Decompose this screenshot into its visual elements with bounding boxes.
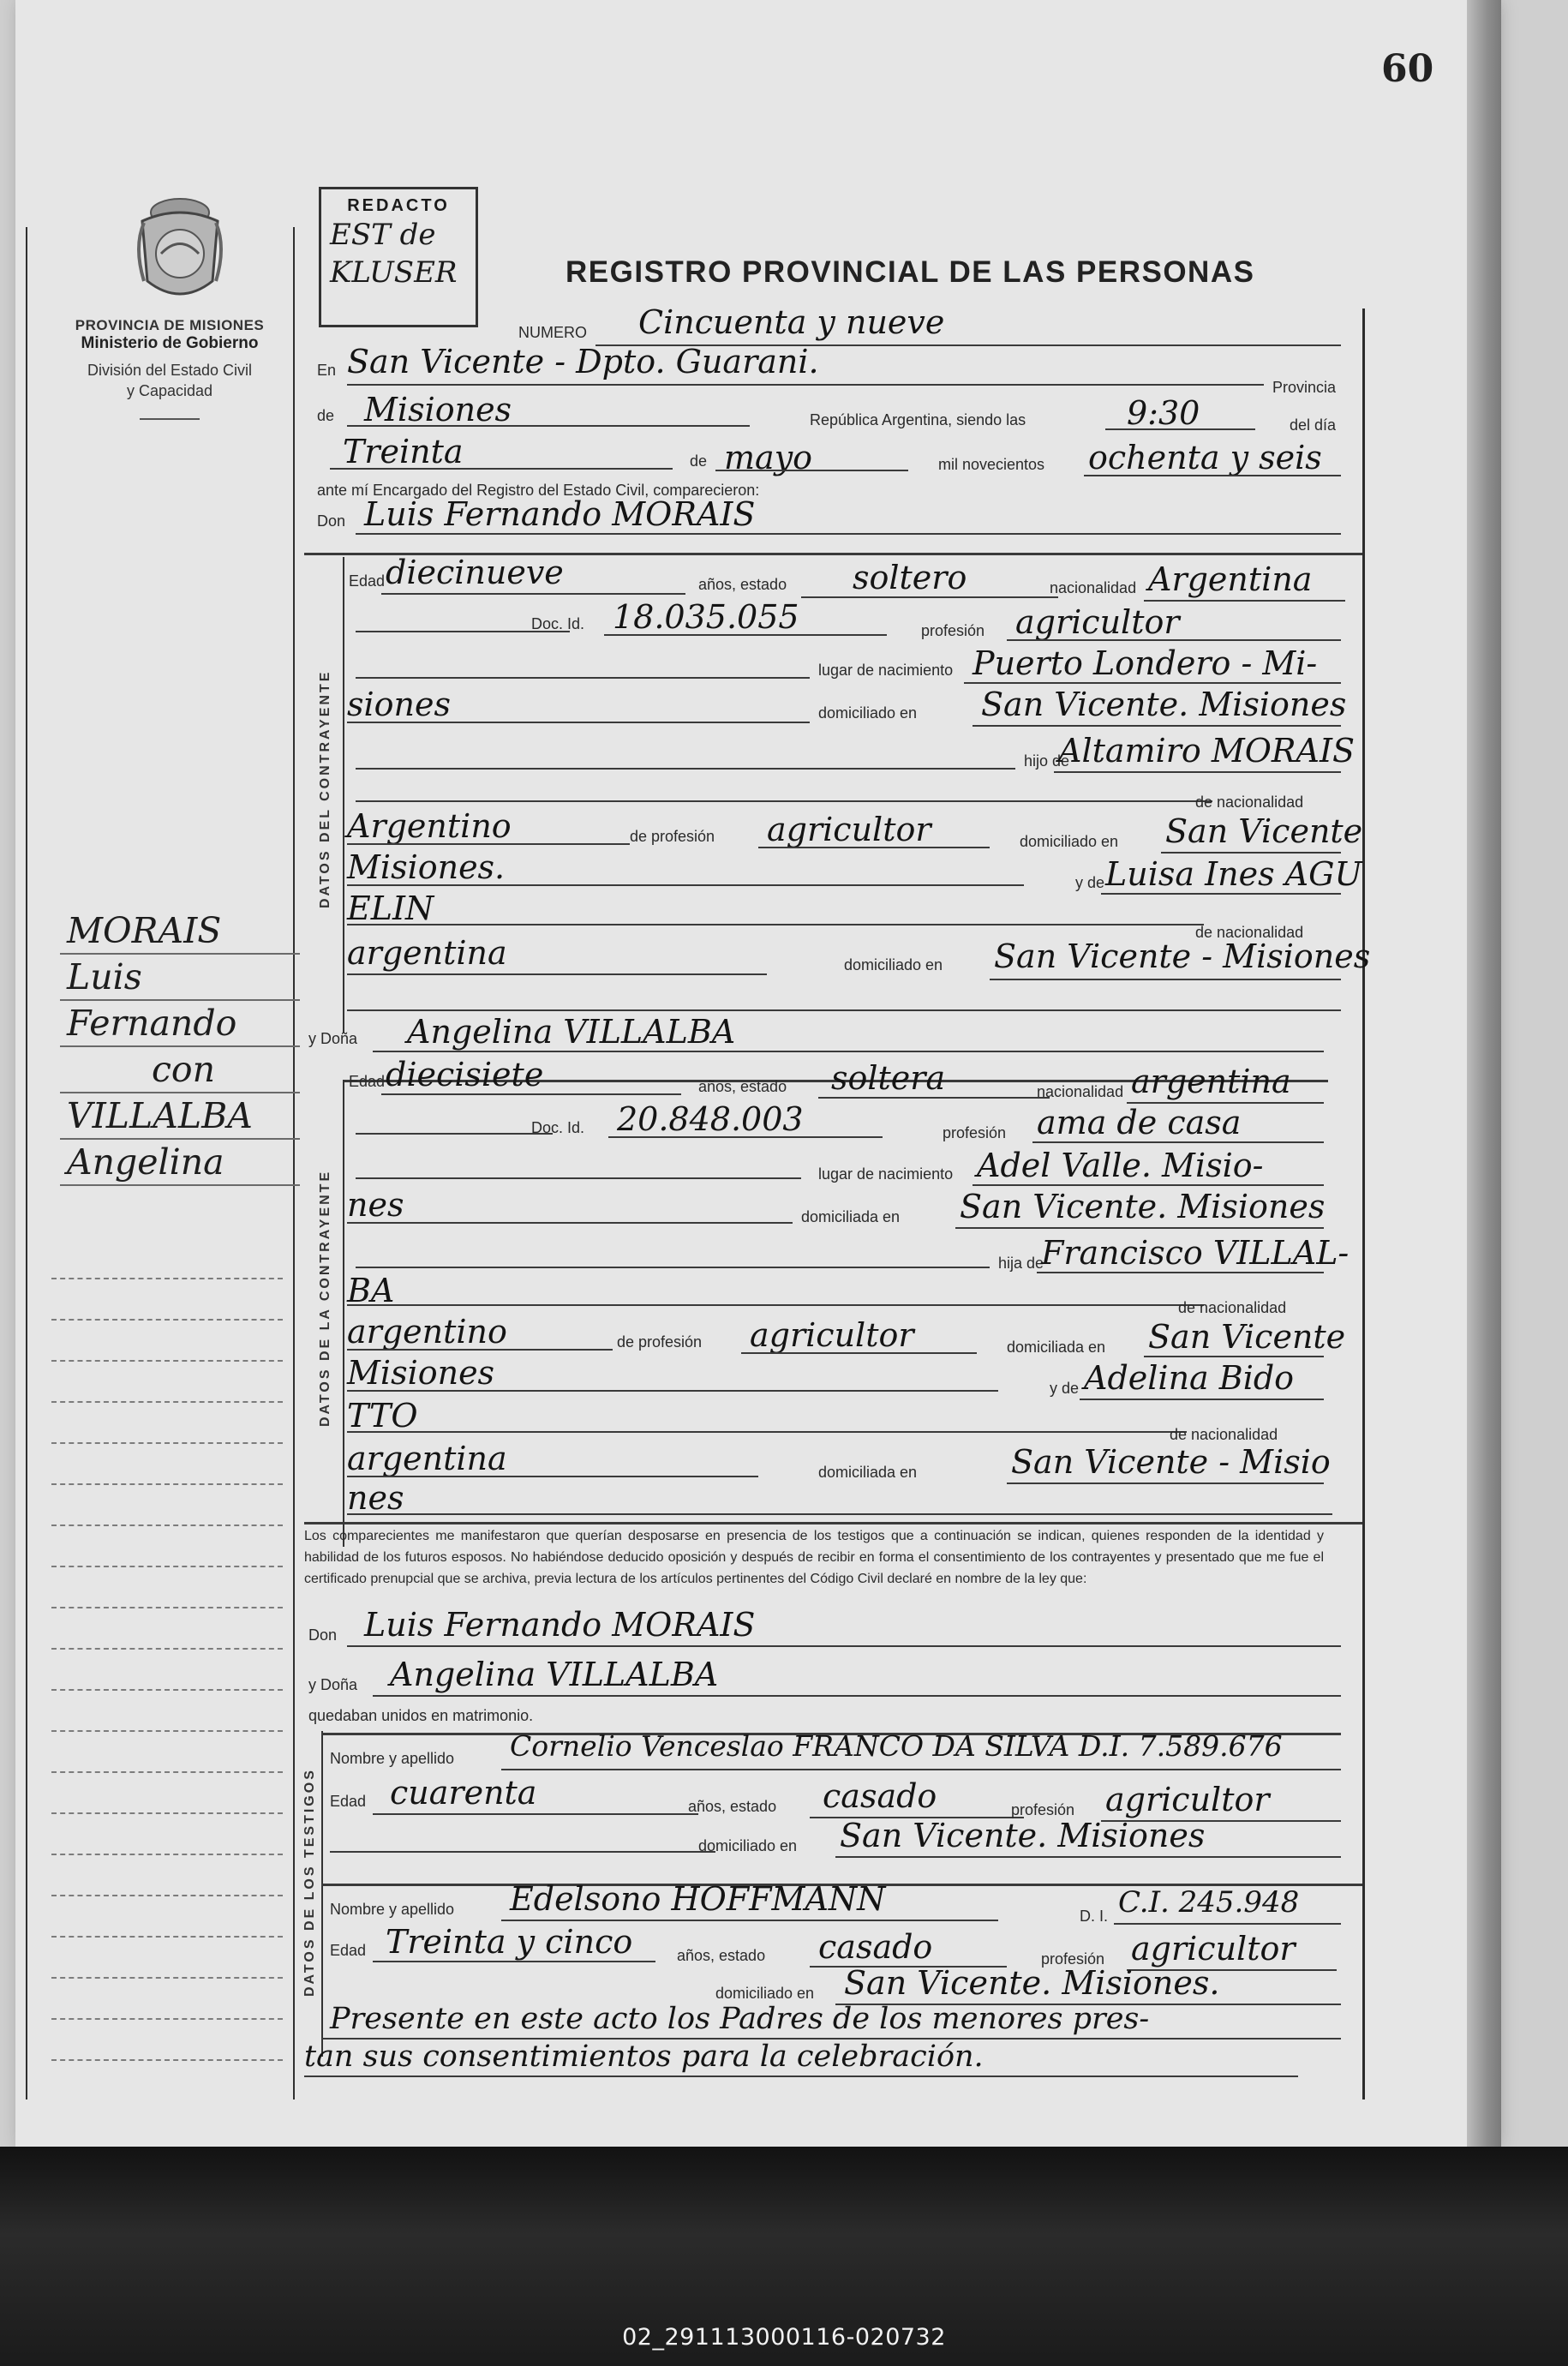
contrayente-section-label: DATOS DEL CONTRAYENTE <box>318 669 332 908</box>
field-line <box>347 1513 1332 1515</box>
madre-f-dom-value: San Vicente - Misio <box>1011 1443 1331 1481</box>
field-line <box>356 800 1212 802</box>
field-line <box>356 1177 801 1179</box>
de-profesion-label: de profesión <box>630 828 715 845</box>
don-value: Luis Fernando MORAIS <box>364 495 756 533</box>
ante-label: ante mí Encargado del Registro del Estado Civil, comparecieron: <box>317 482 760 499</box>
t1-dom-value: San Vicente. Misiones <box>840 1817 1206 1854</box>
hora-value: 9:30 <box>1127 394 1200 432</box>
field-line <box>373 1695 1341 1697</box>
quedaban-label: quedaban unidos en matrimonio. <box>308 1707 534 1724</box>
registry-form <box>302 303 1371 2099</box>
domiciliada-label: domiciliada en <box>801 1208 901 1225</box>
padre-f-nac-value: argentino <box>347 1313 507 1351</box>
madre-f-cont: TTO <box>347 1397 418 1435</box>
lugar-value: San Vicente - Dpto. Guarani. <box>347 343 819 380</box>
field-line <box>964 682 1341 684</box>
padre-dom-value: San Vicente <box>1165 812 1363 850</box>
de-mes-label: de <box>690 452 708 470</box>
numero-label: NUMERO <box>518 324 587 341</box>
testigos-section-label: DATOS DE LOS TESTIGOS <box>302 1768 317 1997</box>
field-line <box>373 1961 655 1962</box>
t2-estado-value: casado <box>818 1928 933 1966</box>
t2-di-value: C.I. 245.948 <box>1118 1885 1300 1920</box>
t1-edad-value: cuarenta <box>390 1774 537 1812</box>
profesion-label: profesión <box>943 1124 1007 1141</box>
field-line <box>1144 1356 1324 1357</box>
section-divider <box>304 1522 1362 1524</box>
en-label: En <box>317 362 337 379</box>
field-line <box>347 1390 998 1392</box>
field-line <box>330 468 673 470</box>
padre-f-value: Francisco VILLAL- <box>1041 1234 1350 1272</box>
margin-annotation-line: VILLALBA <box>60 1093 300 1140</box>
legal-paragraph: Los comparecientes me manifestaron que querían desposarse en presencia de los testigos que a continuación se indican, quienes responden de la identidad y habilidad de los futuros esposos. No habiéndose deducido oposición y después de recibir en forma el consentimiento de los contrayentes y presentado que me fue el certificado prenupcial que se archiva, previa lectura de los artículos pertinentes del Código Civil declaré en nombre de la ley que: <box>304 1529 1324 1586</box>
y-de-label: y de <box>1050 1380 1080 1397</box>
numero-value: Cincuenta y nueve <box>638 303 945 341</box>
nacionalidad-value: Argentina <box>1148 560 1313 598</box>
padre-nac-value: Argentino <box>347 807 512 845</box>
redacto-handwritten: EST de <box>330 218 436 252</box>
field-line <box>1105 428 1255 430</box>
t2-edad-label: Edad <box>330 1942 367 1959</box>
field-line <box>356 768 1015 770</box>
de-nacionalidad-label: de nacionalidad <box>1178 1299 1287 1316</box>
field-line <box>1114 1923 1341 1925</box>
field-line <box>801 596 1058 598</box>
field-line <box>347 1645 1341 1647</box>
t1-prof-value: agricultor <box>1105 1781 1270 1818</box>
page-number: 60 <box>1381 47 1434 91</box>
nombre-label: Nombre y apellido <box>330 1750 455 1767</box>
field-line <box>356 1267 990 1268</box>
field-line <box>356 533 1341 535</box>
hijo-label: hijo de <box>1024 752 1070 770</box>
page-edge <box>1467 0 1501 2151</box>
margin-annotation-line: MORAIS <box>60 908 300 955</box>
field-line <box>758 847 990 848</box>
t2-profesion-label: profesión <box>1041 1950 1105 1968</box>
margin-annotation-line: Fernando <box>60 1001 300 1047</box>
estado-value: soltero <box>853 559 967 596</box>
field-line <box>347 425 750 427</box>
field-line <box>356 677 810 679</box>
de-nacionalidad-label: de nacionalidad <box>1195 924 1304 941</box>
nacionalidad-label: nacionalidad <box>1050 579 1137 596</box>
profesion-f-value: ama de casa <box>1037 1104 1242 1141</box>
di-label: D. I. <box>1080 1908 1109 1925</box>
padre-value: Altamiro MORAIS <box>1058 732 1355 770</box>
field-line <box>990 979 1341 980</box>
profesion-label: profesión <box>921 622 985 639</box>
madre-dom-value: San Vicente - Misiones <box>994 937 1371 975</box>
anios-label: años, estado <box>698 1078 787 1095</box>
field-line <box>818 1097 1050 1099</box>
doc-value: 18.035.055 <box>613 598 799 636</box>
field-line <box>1144 600 1345 602</box>
field-line <box>1037 1272 1324 1273</box>
margin-blank-lines <box>51 1238 283 2061</box>
field-line <box>347 973 767 975</box>
anios-label: años, estado <box>698 576 787 593</box>
madre-cont: ELIN <box>347 889 434 927</box>
field-line <box>1054 771 1341 773</box>
field-line <box>347 1476 758 1477</box>
t1-edad-label: Edad <box>330 1793 367 1810</box>
domicilio-value: San Vicente. Misiones <box>981 686 1347 723</box>
union-dona-value: Angelina VILLALBA <box>390 1656 719 1693</box>
t2-domiciliado-label: domiciliado en <box>715 1985 815 2002</box>
margin-annotation-line: con <box>60 1047 300 1093</box>
lugar-nac-f-cont: nes <box>347 1186 404 1224</box>
margin-annotation <box>60 908 300 1186</box>
field-line <box>1032 1141 1324 1143</box>
field-line <box>1084 475 1341 476</box>
field-line <box>955 1227 1324 1229</box>
field-line <box>608 1136 883 1138</box>
field-line <box>501 1920 998 1921</box>
union-don-label: Don <box>308 1626 338 1644</box>
t2-nombre-value: Edelsono HOFFMANN <box>510 1880 886 1918</box>
madre-nac-value: argentina <box>347 934 507 972</box>
field-line <box>1080 1399 1324 1400</box>
edad-label: Edad <box>349 572 386 590</box>
estado-f-value: soltera <box>831 1059 946 1097</box>
padre-f-dom-label: domiciliada en <box>1007 1339 1106 1356</box>
agency-division-line1: División del Estado Civil <box>87 362 253 379</box>
mes-value: mayo <box>724 439 813 476</box>
t2-prof-value: agricultor <box>1131 1930 1296 1968</box>
field-line <box>347 924 1204 925</box>
domiciliado-label: domiciliado en <box>818 704 918 722</box>
margin-annotation-line: Angelina <box>60 1140 300 1186</box>
dia-value: Treinta <box>343 433 464 470</box>
de-nacionalidad-label: de nacionalidad <box>1170 1426 1278 1443</box>
field-line <box>373 1051 1324 1052</box>
domiciliado-label: domiciliado en <box>844 956 943 973</box>
field-line <box>347 1349 613 1351</box>
madre-f-dom-label: domiciliada en <box>818 1464 918 1481</box>
field-line <box>835 1856 1341 1858</box>
field-line <box>973 725 1341 727</box>
don-label: Don <box>317 512 346 530</box>
field-line <box>304 2075 1298 2077</box>
dona-label: y Doña <box>308 1030 358 1047</box>
field-line <box>741 1352 977 1354</box>
field-line <box>373 1813 698 1815</box>
field-line <box>347 722 810 723</box>
lugar-nac-label: lugar de nacimiento <box>818 1165 954 1183</box>
profesion-value: agricultor <box>1015 603 1180 641</box>
lugar-nac-value: Puerto Londero - Mi- <box>973 644 1318 682</box>
edad-label: Edad <box>349 1073 386 1090</box>
dona-value: Angelina VILLALBA <box>407 1013 736 1051</box>
reference-code: 02_291113000116-020732 <box>622 2324 946 2351</box>
union-dona-label: y Doña <box>308 1676 358 1693</box>
mil-label: mil novecientos <box>938 456 1045 473</box>
madre-f-value: Adelina Bido <box>1084 1359 1295 1397</box>
lugar-nac-cont: siones <box>347 686 451 723</box>
doc-f-value: 20.848.003 <box>617 1100 804 1138</box>
madre-f-nac-value: argentina <box>347 1440 507 1477</box>
t2-anios-label: años, estado <box>677 1947 766 1964</box>
lugar-nac-f-value: Adel Valle. Misio- <box>977 1147 1264 1184</box>
redacto-label: REDACTO <box>347 196 450 215</box>
field-line <box>501 1769 1341 1770</box>
field-line <box>347 1222 793 1224</box>
madre-f-dom-cont: nes <box>347 1479 404 1517</box>
provincia-label: Provincia <box>1272 379 1337 396</box>
agency-province: PROVINCIA DE MISIONES <box>75 317 265 333</box>
t2-dom-value: San Vicente. Misiones. <box>844 1964 1220 2002</box>
de-label: de <box>317 407 335 424</box>
t1-profesion-label: profesión <box>1011 1801 1075 1818</box>
edad-value: diecinueve <box>386 554 564 591</box>
de-nacionalidad-label: de nacionalidad <box>1195 794 1304 811</box>
padre-dom-label: domiciliado en <box>1020 833 1119 850</box>
testigos-section-border <box>321 1731 323 2057</box>
field-line <box>347 843 630 845</box>
nacionalidad-f-value: argentina <box>1131 1063 1291 1100</box>
doc-label: Doc. Id. <box>531 615 585 632</box>
field-line <box>1161 852 1341 854</box>
padre-f-dom-cont: Misiones <box>347 1354 495 1392</box>
t1-estado-value: casado <box>823 1777 937 1815</box>
field-line <box>381 1093 681 1095</box>
field-line <box>973 1184 1324 1186</box>
republica-label: República Argentina, siendo las <box>810 411 1026 428</box>
contrayente-f-section-label: DATOS DE LA CONTRAYENTE <box>318 1169 332 1427</box>
field-line <box>381 593 685 595</box>
margin-annotation-line: Luis <box>60 955 300 1001</box>
field-line <box>347 384 1264 386</box>
doc-label: Doc. Id. <box>531 1119 585 1136</box>
field-line <box>347 884 1024 886</box>
anio-value: ochenta y seis <box>1088 439 1322 476</box>
field-line <box>347 1431 1187 1433</box>
y-de-label: y de <box>1075 874 1105 891</box>
t1-anios-label: años, estado <box>688 1798 777 1815</box>
de-profesion-label: de profesión <box>617 1333 703 1351</box>
padre-f-cont: BA <box>347 1272 395 1309</box>
field-line <box>347 1304 1204 1306</box>
edad-f-value: diecisiete <box>386 1056 544 1093</box>
contrayente-section-border <box>343 557 344 1033</box>
del-dia-label: del día <box>1290 416 1337 434</box>
nota-line: Presente en este acto los Padres de los menores pres- <box>330 2002 1150 2036</box>
agency-ministry: Ministerio de Gobierno <box>81 334 259 352</box>
lugar-nac-label: lugar de nacimiento <box>818 662 954 679</box>
redacto-box <box>319 187 478 327</box>
provincia-value: Misiones <box>364 391 512 428</box>
t1-nombre-value: Cornelio Venceslao FRANCO DA SILVA D.I. 7.589.676 <box>510 1729 1283 1763</box>
field-line <box>330 1851 715 1853</box>
domicilio-f-value: San Vicente. Misiones <box>960 1188 1326 1225</box>
t1-domiciliado-label: domiciliado en <box>698 1837 798 1854</box>
nota-line: tan sus consentimientos para la celebración. <box>304 2040 984 2074</box>
field-line <box>604 634 887 636</box>
contrayente-f-section-border <box>343 1080 344 1547</box>
field-line <box>1007 1482 1324 1484</box>
field-line <box>1007 639 1341 641</box>
nacionalidad-label: nacionalidad <box>1037 1083 1124 1100</box>
padre-f-dom-value: San Vicente <box>1148 1318 1346 1356</box>
union-don-value: Luis Fernando MORAIS <box>364 1606 756 1644</box>
field-line <box>347 1009 1341 1011</box>
padre-f-prof-value: agricultor <box>750 1316 914 1354</box>
agency-division-line2: y Capacidad <box>126 382 213 399</box>
padre-prof-value: agricultor <box>767 811 931 848</box>
field-line <box>356 1133 553 1135</box>
t2-edad-value: Treinta y cinco <box>386 1923 633 1961</box>
hija-label: hija de <box>998 1255 1044 1272</box>
field-line <box>715 470 908 471</box>
page-title: REGISTRO PROVINCIAL DE LAS PERSONAS <box>566 255 1255 289</box>
nombre-label: Nombre y apellido <box>330 1901 455 1918</box>
madre-value: Luisa Ines AGU <box>1105 855 1362 893</box>
redacto-handwritten: KLUSER <box>330 255 458 290</box>
field-line <box>1101 893 1341 895</box>
padre-dom-cont: Misiones. <box>347 848 506 886</box>
